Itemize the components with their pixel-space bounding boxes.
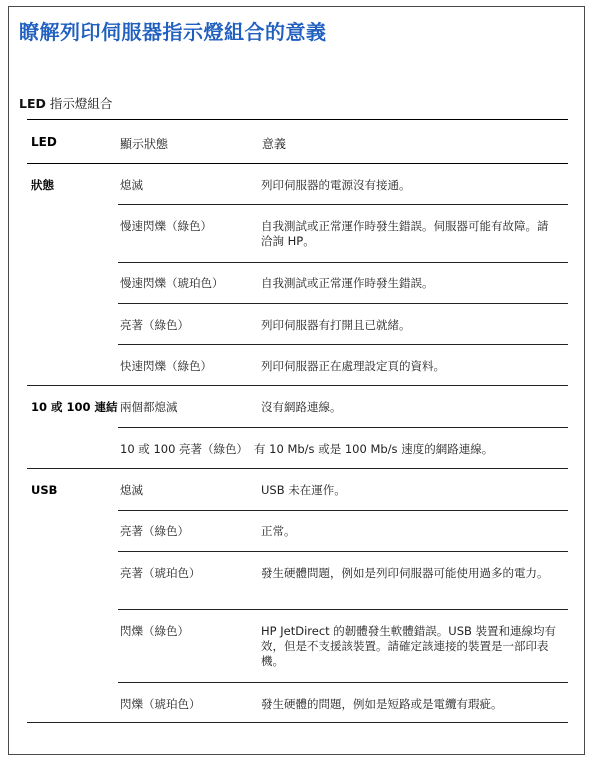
group-label-link: 10 或 100 連結	[31, 400, 118, 414]
status-cell: 閃爍（琥珀色）	[120, 697, 201, 711]
meaning-cell: 自我測試或正常運作時發生錯誤。	[261, 276, 434, 290]
meaning-cell: 沒有網路連線。	[261, 400, 342, 414]
status-cell: 慢速閃爍（綠色）	[120, 219, 212, 233]
meaning-cell: 列印伺服器有打開且已就緒。	[261, 318, 411, 332]
status-cell: 閃爍（綠色）	[120, 624, 189, 638]
status-cell: 亮著（綠色）	[120, 524, 189, 538]
meaning-cell: 正常。	[261, 524, 296, 538]
group-rule	[27, 385, 568, 386]
status-cell: 熄滅	[120, 483, 143, 497]
status-cell: 10 或 100 亮著（綠色）	[120, 442, 249, 456]
row-rule	[118, 204, 568, 205]
status-cell: 熄滅	[120, 178, 143, 192]
row-rule	[118, 609, 568, 610]
status-cell: 慢速閃爍（琥珀色）	[120, 276, 224, 290]
row-rule	[118, 262, 568, 263]
meaning-cell: HP JetDirect 的韌體發生軟體錯誤。USB 裝置和連線均有效，但是不支援該裝置。請確定該連接的裝置是一部印表機。	[261, 624, 557, 668]
meaning-cell: 列印伺服器的電源沒有接通。	[261, 178, 411, 192]
row-rule	[118, 344, 568, 345]
table-top-rule	[27, 119, 568, 120]
header-bottom-rule	[27, 163, 568, 164]
header-led: LED	[31, 135, 57, 149]
status-cell: 亮著（綠色）	[120, 318, 189, 332]
meaning-cell: 列印伺服器正在處理設定頁的資料。	[261, 359, 445, 373]
group-rule	[27, 468, 568, 469]
meaning-cell: USB 未在運作。	[261, 483, 346, 497]
table-bottom-rule	[27, 722, 568, 723]
section-heading	[19, 94, 112, 112]
header-meaning: 意義	[262, 137, 287, 151]
group-label-status: 狀態	[31, 178, 54, 192]
header-status: 顯示狀態	[120, 137, 169, 151]
section-heading-rest: 指示燈組合	[45, 96, 113, 111]
meaning-cell: 自我測試或正常運作時發生錯誤。伺服器可能有故障。請洽詢 HP。	[261, 219, 549, 248]
meaning-cell: 發生硬體的問題，例如是短路或是電纜有瑕疵。	[261, 697, 503, 711]
row-rule	[118, 551, 568, 552]
page-title: 瞭解列印伺服器指示燈組合的意義	[19, 20, 327, 44]
meaning-cell: 發生硬體問題，例如是列印伺服器可能使用過多的電力。	[261, 566, 549, 580]
row-rule	[118, 682, 568, 683]
row-rule	[118, 303, 568, 304]
status-cell: 快速閃爍（綠色）	[120, 359, 212, 373]
section-heading-led: LED	[19, 96, 46, 111]
row-rule	[118, 510, 568, 511]
status-cell: 亮著（琥珀色）	[120, 566, 201, 580]
meaning-cell: 有 10 Mb/s 或是 100 Mb/s 速度的網路連線。	[254, 442, 494, 456]
group-label-usb: USB	[31, 483, 58, 497]
row-rule	[118, 427, 568, 428]
status-cell: 兩個都熄滅	[120, 400, 178, 414]
